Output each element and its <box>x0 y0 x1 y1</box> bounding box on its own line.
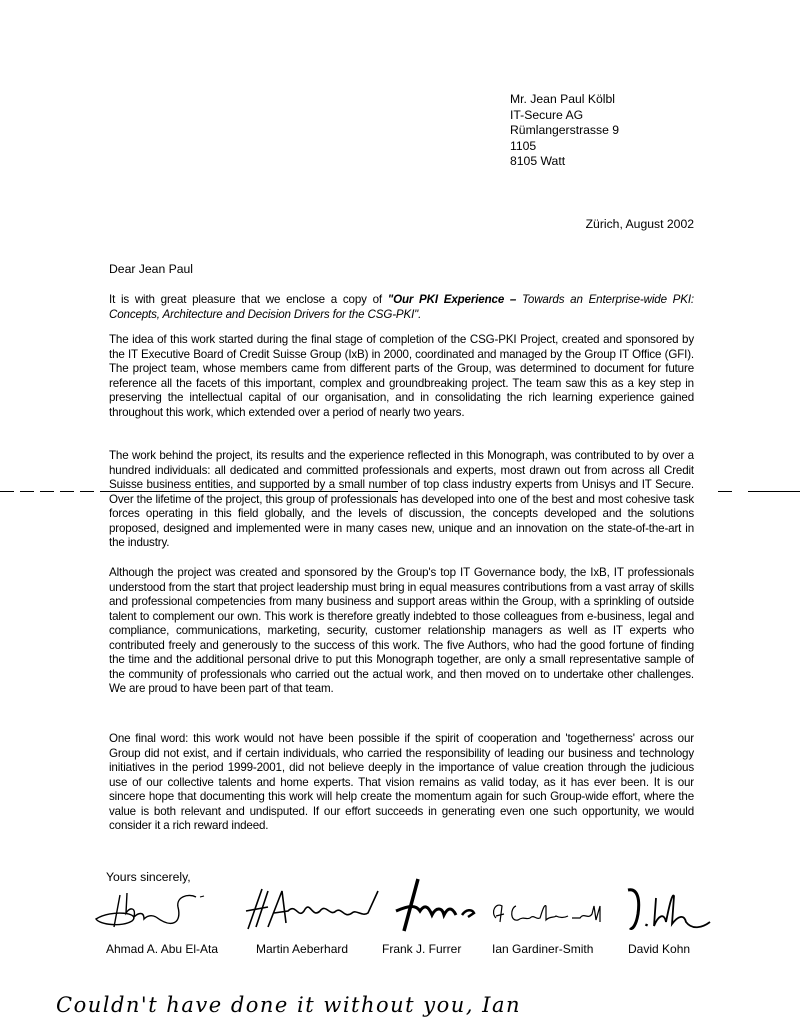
signature-gardiner-smith <box>490 892 610 932</box>
signature-furrer <box>392 875 482 935</box>
signatory-name-1: Ahmad A. Abu El-Ata <box>106 942 219 956</box>
monograph-title-italic: Towards an Enterprise-wide PKI: Concepts, Architecture and Decision Drivers for the CSG-PKI". <box>109 293 694 321</box>
signatory-name-5: David Kohn <box>628 942 691 956</box>
intro-prefix: It is with great pleasure that we enclose a copy of <box>109 293 388 306</box>
closing: Yours sincerely, <box>106 870 191 884</box>
intro-paragraph <box>109 293 694 322</box>
signatory-name-4: Ian Gardiner-Smith <box>492 942 594 956</box>
recipient-address <box>510 92 619 170</box>
handwritten-note-text: Couldn't have done it without you, Ian <box>56 993 522 1017</box>
scan-artifact-line <box>0 491 108 492</box>
scan-artifact-strike <box>108 491 398 492</box>
paragraph-final-word: One final word: this work would not have been possible if the spirit of cooperation and 'togetherness' across our Group did not exist, and if certain individuals, who carried the responsibility of leading our business and technology initiatives in the period 1999-2001, did not believe deeply in the importance of value creation through the judicious use of our collective talents and home experts. That vision remains as valid today, as it has ever been. It is our sincere hope that documenting this work will help create the momentum again for such Group-wide effort, where the value is both relevant and undisputed. If our effort succeeds in generating even one such opportunity, we would consider it a rich reward indeed. <box>109 732 694 832</box>
signature-aeberhard <box>238 883 383 933</box>
recipient-company: IT-Secure AG <box>510 107 584 122</box>
paragraph-project-origin: The idea of this work started during the final stage of completion of the CSG-PKI Project, created and sponsored by the IT Executive Board of Credit Suisse Group (IxB) in 2000, coordinated and managed by the Group IT Office (GFI). The project team, whose members came from different parts of the Group, was determined to document for future reference all the facets of this important, complex and groundbreaking project. The team saw this as a key step in preserving the intellectual capital of our organisation, and in consolidating the rich learning experience gained throughout this work, which extended over a period of nearly two years. <box>109 333 694 419</box>
recipient-city: 8105 Watt <box>510 154 566 169</box>
recipient-name: Mr. Jean Paul Kölbl <box>510 92 616 106</box>
recipient-street: Rümlangerstrasse 9 <box>510 123 620 138</box>
paragraph-contributors: The work behind the project, its results and the experience reflected in this Monograph, was contributed to by over a hundred individuals: all dedicated and committed professionals and experts, most drawn out from across all Credit Suisse business entities, and supported by a small number of top class industry experts from Unisys and IT Secure. Over the lifetime of the project, this group of professionals has developed into one of the best and most cohesive task forces operating in this field globally, and the levels of discussion, the concepts developed and the solutions proposed, designed and implemented were in many cases new, unique and an innovation on the state-of-the-art in the industry. <box>109 449 694 549</box>
handwritten-note-drawing <box>56 988 526 1024</box>
dateline: Zürich, August 2002 <box>585 217 694 231</box>
signatory-name-3: Frank J. Furrer <box>382 942 462 956</box>
recipient-postbox: 1105 <box>510 138 537 153</box>
signature-kohn <box>624 886 714 936</box>
monograph-title-bold: "Our PKI Experience – <box>387 293 523 306</box>
handwritten-note <box>56 988 526 1029</box>
signatory-name-2: Martin Aeberhard <box>256 942 349 956</box>
paragraph-governance: Although the project was created and sponsored by the Group's top IT Governance body, the IxB, IT professionals understood from the start that project leadership must bring in equal measures contributions from a vast array of skills and professional competencies from many business and support areas within the Group, with a sprinkling of outside talent to complement our own. This work is therefore greatly indebted to those colleagues from e-business, legal and compliance, communications, marketing, security, customer relationship managers as well as IT experts who contributed freely and generously to the success of this work. The five Authors, who had the good fortune of finding the time and the additional personal drive to put this Monograph together, are only a small representative sample of the community of professionals who carried out the actual work, and then moved on to undertake other challenges. We are proud to have been part of that team. <box>109 566 694 695</box>
salutation: Dear Jean Paul <box>109 262 194 276</box>
signature-abu-el-ata <box>92 883 207 933</box>
scan-artifact-line-right <box>718 491 800 492</box>
